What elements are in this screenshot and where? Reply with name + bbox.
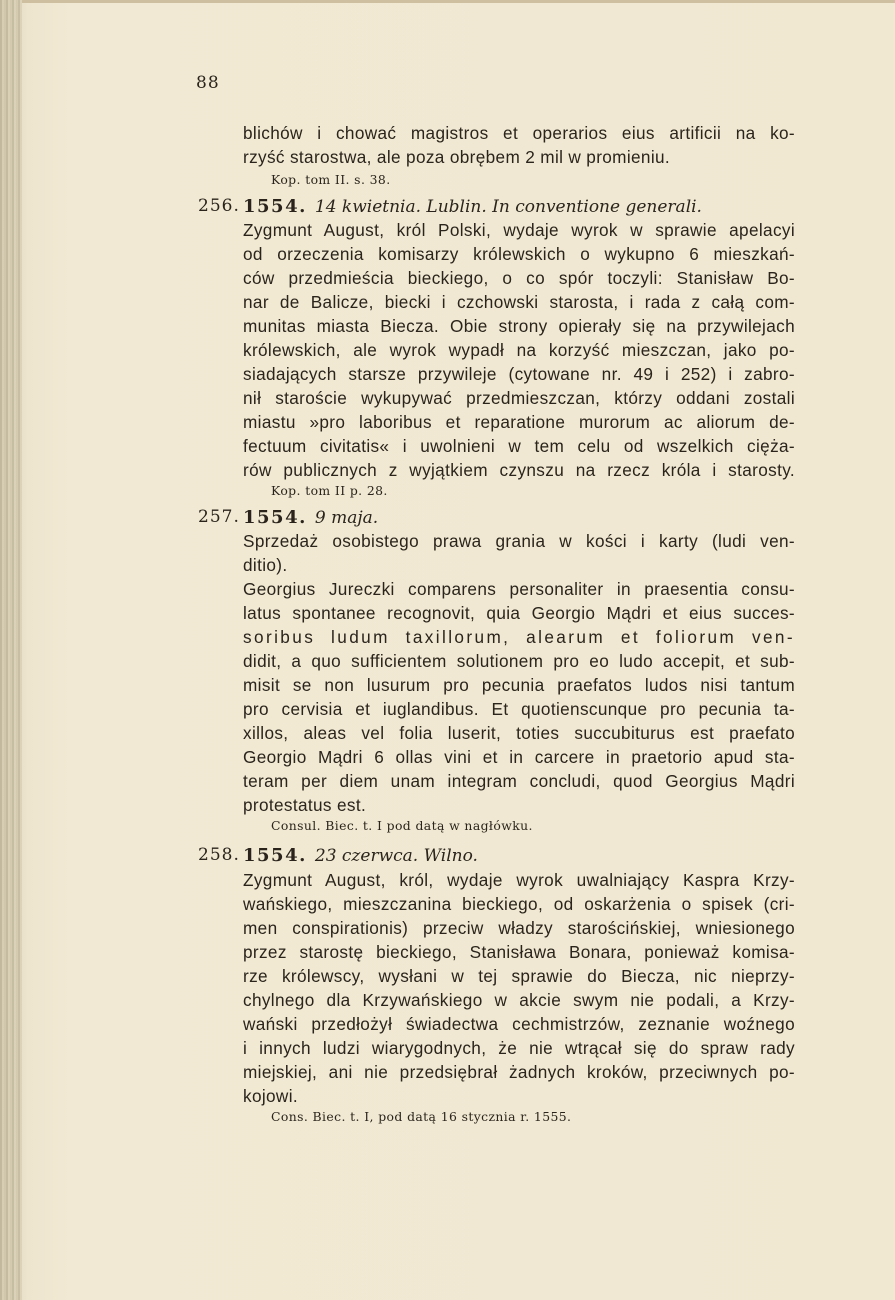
text-line: rze królewscy, wysłani w tej sprawie do Biecza, nic nieprzy- <box>243 966 795 986</box>
source-note: Cons. Biec. t. I, pod datą 16 stycznia r. 1555. <box>271 1109 572 1124</box>
text-line: fectuum civitatis« i uwolnieni w tem celu od wszelkich cięża- <box>243 436 795 456</box>
text-line: misit se non lusurum pro pecunia praefatos ludos nisi tantum <box>243 675 795 695</box>
text-line: Georgio Mądri 6 ollas vini et in carcere in praetorio apud sta- <box>243 747 795 767</box>
text-line: Zygmunt August, król, wydaje wyrok uwalniający Kaspra Krzy- <box>243 870 795 890</box>
text-line: rów publicznych z wyjątkiem czynszu na rzecz króla i starosty. <box>243 460 795 480</box>
text-line: królewskich, ale wyrok wypadł na korzyść mieszczan, jako po- <box>243 340 795 360</box>
entry-date: 14 kwietnia. Lublin. In conventione generali. <box>314 197 702 217</box>
text-line: protestatus est. <box>243 795 367 815</box>
text-line: kojowi. <box>243 1086 298 1106</box>
text-line: ców przedmieścia bieckiego, o co spór toczyli: Stanisław Bo- <box>243 268 795 288</box>
entry-heading <box>243 507 378 528</box>
text-line: miastu »pro laboribus et reparatione murorum ac aliorum de- <box>243 412 795 432</box>
entry-heading <box>243 845 478 866</box>
text-line: teram per diem unam integram concludi, quod Georgius Mądri <box>243 771 795 791</box>
source-note: Consul. Biec. t. I pod datą w nagłówku. <box>271 818 533 833</box>
text-line: przez starostę bieckiego, Stanisława Bonara, ponieważ komisa- <box>243 942 795 962</box>
text-line: siadających starsze przywileje (cytowane nr. 49 i 252) i zabro- <box>243 364 795 384</box>
text-line: ditio). <box>243 555 288 575</box>
text-line: nił staroście wykupywać przedmieszczan, którzy oddani zostali <box>243 388 795 408</box>
book-spine <box>0 0 22 1300</box>
text-line: od orzeczenia komisarzy królewskich o wykupno 6 mieszkań- <box>243 244 795 264</box>
entry-year: 1554. <box>243 507 307 528</box>
page-number: 88 <box>196 73 220 93</box>
text-line: wańskiego, mieszczanina bieckiego, od oskarżenia o spisek (cri- <box>243 894 795 914</box>
text-line: nar de Balicze, biecki i czchowski starosta, i rada z całą com- <box>243 292 795 312</box>
source-note: Kop. tom II. s. 38. <box>271 172 391 187</box>
text-line: blichów i chować magistros et operarios eius artificii na ko- <box>243 123 795 143</box>
entry-number: 256. <box>198 196 240 216</box>
text-line: munitas miasta Biecza. Obie strony opierały się na przywilejach <box>243 316 795 336</box>
text-line: didit, a quo sufficientem solutionem pro eo ludo accepit, et sub- <box>243 651 795 671</box>
text-line: Sprzedaż osobistego prawa grania w kości i karty (ludi ven- <box>243 531 795 551</box>
entry-heading <box>243 196 702 217</box>
text-line: xillos, aleas vel folia luserit, toties succubiturus est praefato <box>243 723 795 743</box>
entry-date: 23 czerwca. Wilno. <box>314 846 478 866</box>
text-line: latus spontanee recognovit, quia Georgio Mądri et eius succes- <box>243 603 795 623</box>
text-line: rzyść starostwa, ale poza obrębem 2 mil w promieniu. <box>243 147 671 167</box>
text-line: miejskiej, ani nie przedsiębrał żadnych kroków, przeciwnych po- <box>243 1062 795 1082</box>
text-line: Zygmunt August, król Polski, wydaje wyrok w sprawie apelacyi <box>243 220 795 240</box>
text-line: soribus ludum taxillorum, alearum et foliorum ven- <box>243 627 795 647</box>
source-note: Kop. tom II p. 28. <box>271 483 388 498</box>
entry-number: 257. <box>198 507 240 527</box>
entry-date: 9 maja. <box>314 508 379 528</box>
text-line: chylnego dla Krzywańskiego w akcie swym nie podali, a Krzy- <box>243 990 795 1010</box>
entry-year: 1554. <box>243 196 307 217</box>
text-line: pro cervisia et iuglandibus. Et quotienscunque pro pecunia ta- <box>243 699 795 719</box>
text-line: Georgius Jureczki comparens personaliter in praesentia consu- <box>243 579 795 599</box>
text-line: i innych ludzi wiarygodnych, że nie wtrącał się do spraw rady <box>243 1038 795 1058</box>
entry-number: 258. <box>198 845 240 865</box>
text-line: men conspirationis) przeciw władzy starościńskiej, wniesionego <box>243 918 795 938</box>
text-line: wański przedłożył świadectwa cechmistrzów, zeznanie woźnego <box>243 1014 795 1034</box>
page-top-edge <box>22 0 895 3</box>
entry-year: 1554. <box>243 845 307 866</box>
